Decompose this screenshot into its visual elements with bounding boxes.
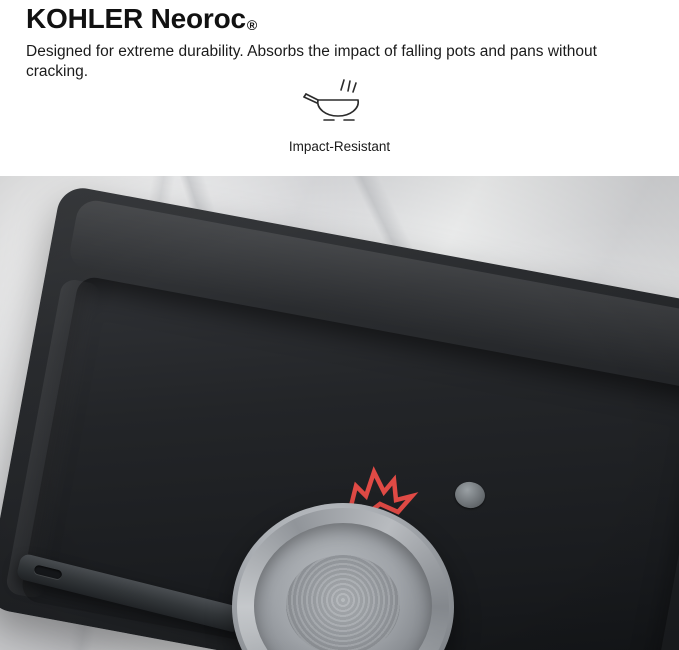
impact-resistant-icon: [300, 76, 380, 132]
registered-trademark-icon: ®: [246, 17, 257, 33]
product-photo: [0, 176, 679, 650]
description-text: Designed for extreme durability. Absorbs the impact of falling pots and pans without cracking.: [26, 43, 597, 80]
feature-icon-block: [0, 76, 679, 155]
pan-base-circle: [286, 555, 400, 650]
feature-icon-caption: Impact-Resistant: [288, 139, 391, 154]
brand-title-text: KOHLER Neoroc: [26, 3, 246, 34]
pan-handle-hole: [33, 564, 62, 580]
page-title: [26, 0, 653, 40]
frying-pan: [232, 503, 454, 650]
